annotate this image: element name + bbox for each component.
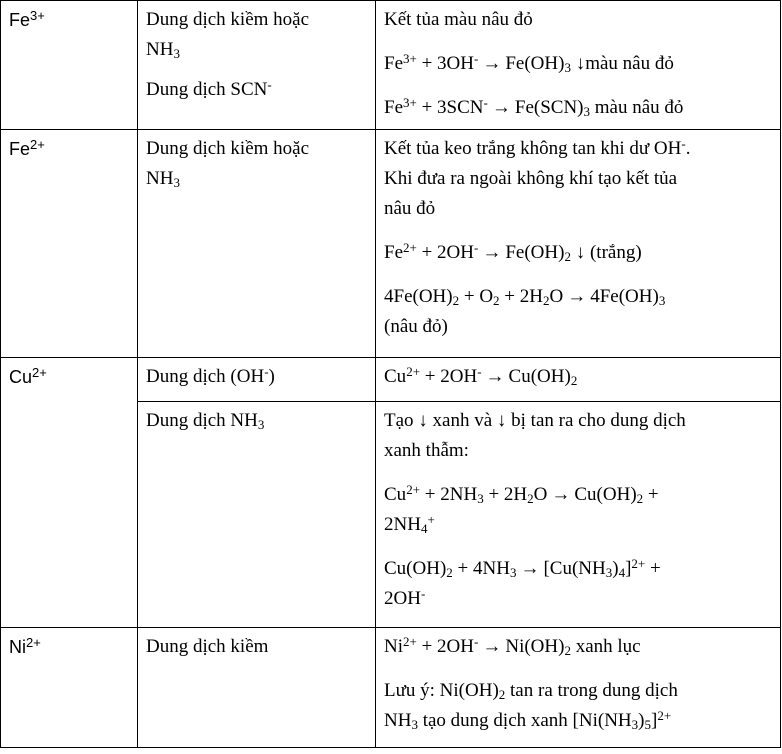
phenomenon-text-l1: Tạo ↓ xanh và ↓ bị tan ra cho dung dịch: [384, 410, 686, 431]
phenomenon-cell-cu-oh: [376, 358, 781, 402]
ion-charge: 2+: [32, 365, 47, 380]
ion-charge: 2+: [30, 137, 45, 152]
phenomenon-text-l3: nâu đỏ: [384, 198, 436, 219]
phenomenon-text-l2: Khi đưa ra ngoài không khí tạo kết tủa: [384, 168, 678, 189]
reagent-cell-cu-nh3: [138, 402, 376, 628]
reagent-text-scn: Dung dịch SCN-: [146, 77, 272, 100]
reagent-cell-cu-oh: [138, 358, 376, 402]
ion-cell-ni: [1, 628, 138, 748]
equation-2-l2: (nâu đỏ): [384, 316, 448, 337]
equation-1: $Fe^{3+} + 3OH^- \to Fe(OH)_3$ ↓màu nâu đỏ: [384, 51, 674, 75]
note-text: Lưu ý: $Ni(OH)_2$ tan ra trong dung dịch: [384, 680, 678, 702]
equation-1: $Cu^{2+} + 2NH_3 + 2H_2O \to Cu(OH)_2$ +: [384, 482, 659, 506]
phenomenon-text: Kết tủa màu nâu đỏ: [384, 9, 533, 30]
equation-2-l2: 2OH-: [384, 586, 426, 609]
ion-cell-cu: [1, 358, 138, 628]
reagent-cell-fe3: [138, 1, 376, 130]
table-row-fe2: [1, 130, 781, 358]
equation-1: $Ni^{2+} + 2OH^- \to Ni(OH)_2$ xanh lục: [384, 634, 641, 658]
reagent-text: Dung dịch kiềm hoặc: [146, 138, 310, 159]
equation-2: $4Fe(OH)_2 + O_2 + 2H_2O \to 4Fe(OH)_3$: [384, 286, 666, 308]
table-row-ni: [1, 628, 781, 748]
ion-charge: 2+: [26, 635, 41, 650]
ion-label: Fe: [9, 139, 31, 159]
ion-cell-fe3: [1, 1, 138, 130]
reagent-cell-ni: [138, 628, 376, 748]
reagent-text: Dung dịch (OH-): [146, 364, 275, 387]
equation-oh: $Cu^{2+} + 2OH^- \to Cu(OH)_2$: [384, 364, 578, 388]
equation-1: $Fe^{2+} + 2OH^- \to Fe(OH)_2$ ↓ (trắng): [384, 240, 642, 264]
note-text-l2: $NH_3$ tạo dung dịch xanh $[Ni(NH_3)_5]^{2+}$: [384, 708, 672, 732]
table-row-cu-oh: [1, 358, 781, 402]
ion-label: Cu: [9, 367, 33, 387]
reagent-cell-fe2: [138, 130, 376, 358]
phenomenon-cell-fe3: [376, 1, 781, 130]
ion-charge: 3+: [30, 8, 45, 23]
table-row-fe3: [1, 1, 781, 130]
equation-2: $Cu(OH)_2 + 4NH_3 \to [Cu(NH_3)_4]^{2+}$ +: [384, 556, 661, 580]
reagent-text-l2: $NH_3$: [146, 168, 180, 190]
phenomenon-text-l2: xanh thẫm:: [384, 440, 469, 461]
reagent-text: Dung dịch $NH_3$: [146, 410, 265, 432]
reagent-text: Dung dịch kiềm hoặc: [146, 9, 310, 30]
ion-cell-fe2: [1, 130, 138, 358]
equation-1-l2: $2NH_4^+$: [384, 512, 435, 536]
phenomenon-text-l1: Kết tủa keo trắng không tan khi dư OH-.: [384, 136, 691, 159]
reagent-text-l2: $NH_3$: [146, 39, 180, 61]
equation-2: $Fe^{3+} + 3SCN^- \to Fe(SCN)_3$ màu nâu đỏ: [384, 95, 684, 119]
reagent-text: Dung dịch kiềm: [146, 636, 269, 657]
ion-label: Ni: [9, 637, 26, 657]
ion-label: Fe: [9, 10, 31, 30]
phenomenon-cell-fe2: [376, 130, 781, 358]
phenomenon-cell-cu-nh3: [376, 402, 781, 628]
phenomenon-cell-ni: [376, 628, 781, 748]
